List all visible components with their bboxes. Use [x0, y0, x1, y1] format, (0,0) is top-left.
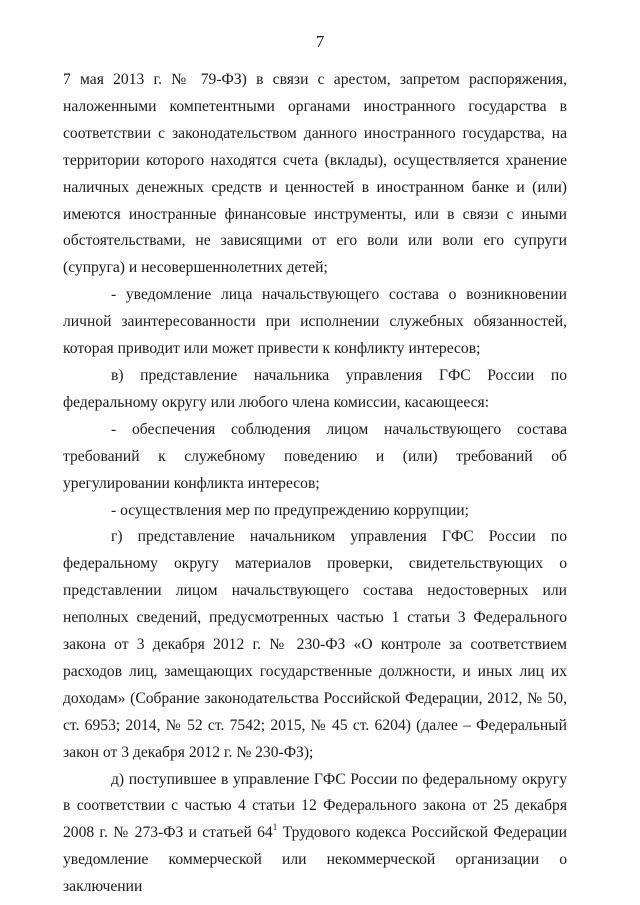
paragraph-item-d-text-after: Трудового кодекса Российской Федерации уведомление коммерческой или некоммерческой организации о заключении: [63, 824, 567, 896]
paragraph-item-v-2: - осуществления мер по предупреждению коррупции;: [111, 501, 469, 519]
paragraph-item-d-text-before: д) поступившее в управление ГФС России по федеральному округу в соответствии с частью 4 статьи 12 Федерального закона от 25 декабря 2008 г. № 273-ФЗ и статьей 64: [63, 770, 567, 842]
paragraph-item-d: [63, 767, 567, 902]
paragraph-item-g: г) представление начальником управления ГФС России по федеральному округу материалов проверки, свидетельствующих о представлении лицом начальствующего состава недостоверных или неполных сведений, предусмотренных частью 1 статьи 3 Федерального закона от 3 декабря 2012 г. № 230-ФЗ «О контроле за соответствием расходов лиц, замещающих государственные должности, и иных лиц их доходам» (Собрание законодательства Российской Федерации, 2012, № 50, ст. 6953; 2014, № 52 ст. 7542; 2015, № 45 ст. 6204) (далее – Федеральный закон от 3 декабря 2012 г. № 230-ФЗ);: [63, 528, 567, 761]
page-number: 7: [315, 32, 325, 51]
paragraph-continuation: 7 мая 2013 г. № 79-ФЗ) в связи с арестом, запретом распоряжения, наложенными компетентными органами иностранного государства в соответствии с законодательством данного иностранного государства, на территории которого находятся счета (вклады), осуществляется хранение наличных денежных средств и ценностей в иностранном банке и (или) имеются иностранные финансовые инструменты, или в связи с иными обстоятельствами, не зависящими от его воли или воли его супруги (супруга) и несовершеннолетних детей;: [63, 71, 567, 277]
superscript-marker: 1: [272, 823, 278, 834]
paragraph-item-v-1: - обеспечения соблюдения лицом начальствующего состава требований к служебному поведению и (или) требований об урегулировании конфликта интересов;: [63, 420, 567, 492]
paragraph-item-v: в) представление начальника управления ГФС России по федеральному округу или любого члена комиссии, касающееся:: [63, 366, 567, 411]
paragraph-notice-conflict: - уведомление лица начальствующего состава о возникновении личной заинтересованности при исполнении служебных обязанностей, которая приводит или может привести к конфликту интересов;: [63, 286, 567, 358]
document-body: [63, 67, 567, 901]
